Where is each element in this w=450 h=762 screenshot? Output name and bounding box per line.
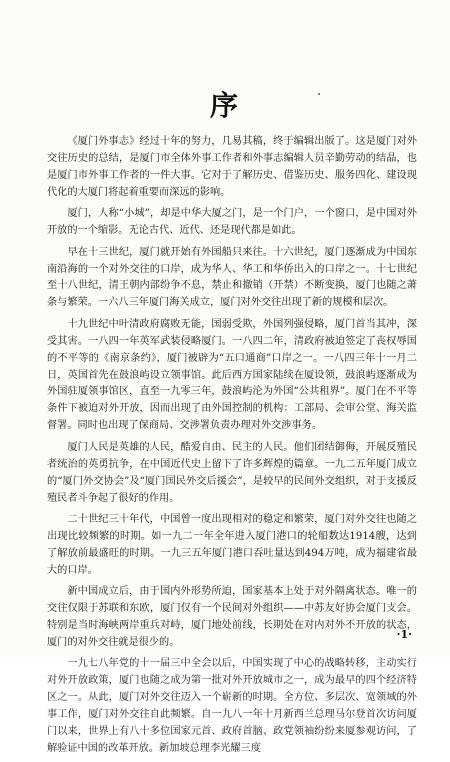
page-title: 序: [209, 89, 240, 122]
paragraph-1: 《厦门外事志》经过十年的努力，几易其稿，终于编辑出版了。这是厦门对外交往历史的总结，是厦门市全体外事工作者和外事志编辑人员辛勤劳动的结晶，也是厦门市外事工作者的一件大事。它对于了解历史、借鉴历史、服务四化、建设现代化的大厦门将起着重要而深远的影响。: [47, 136, 417, 198]
page-number: ·1·: [396, 628, 412, 641]
paragraph-3: 早在十三世纪，厦门就开始有外国船只来往。十六世纪，厦门逐渐成为中国东南沿海的一个对外交往的口岸，成为华人、华工和华侨出入的口岸之一。十七世纪至十八世纪，清王朝内部纷争不息，禁止和撤销（开禁）不断变换，厦门也随之萧条与繁荣。一六八三年厦门海关成立，厦门对外交往出现了新的规模和层次。: [47, 246, 417, 309]
paragraph-7: 新中国成立后，由于国内外形势所迫，国家基本上处于对外隔离状态。唯一的交往仅限于苏联和东欧，厦门仅有一个民间对外组织——中苏友好协会厦门支会。特别是当时海峡两岸重兵对峙，厦门地处前线，长期处在对内对外不开放的状态，厦门的对外交往就是很少的。: [47, 586, 417, 648]
paragraph-4: 十九世纪中叶清政府腐败无能，国弱受欺，外国列强侵略，厦门首当其冲，深受其害。一八四一年英军武装侵略厦门。一八四二年，清政府被迫签定了丧权辱国的不平等的《南京条约》，厦门被辟为“五口通商”口岸之一。一八四三年十一月二日，英国首先在鼓浪屿设立领事馆。此后西方国家陆续在厦设领，鼓浪屿逐渐成为外国驻厦领事馆区，直至一九零三年，鼓浪屿沦为外国“公共租界”。厦门在不平等条件下被迫对外开放，因而出现了由外国控制的机构：工部局、会审公堂、海关监督署。同时也出现了保商局、交涉署负责办理对外交涉事务。: [47, 318, 417, 432]
paragraph-6: 二十世纪三十年代，中国曾一度出现相对的稳定和繁荣，厦门对外交往也随之出现比较频繁的时期。如一九二一年全年进入厦门港口的轮船数达1914艘，达到了解放前最盛旺的时期。一九三五年厦门港口吞吐量达到494万吨，成为福建省最大的口岸。: [47, 514, 417, 576]
paragraph-2: 厦门，人称“小城”，却是中华大厦之门，是一个门户，一个窗口，是中国对外开放的一个缩影。无论古代、近代、还是现代都是如此。: [47, 208, 417, 237]
preface-body: [47, 134, 417, 762]
paragraph-8: 一九七八年党的十一届三中全会以后，中国实现了中心的战略转移，主动实行对外开放政策，厦门也随之成为第一批对外开放城市之一，成为最早的四个经济特区之一。从此，厦门对外交往迈入一个崭新的时期。全方位、多层次、宽领域的外事工作，厦门对外交往自此频繁。自一九八一年十月新西兰总理马尔登首次访问厦门以来，世界上有八十多位国家元首、政府首脑、政党领袖纷纷来厦参观访问，了解验证中国的改革开放。新加坡总理李光耀三度: [47, 658, 417, 754]
paragraph-5: 厦门人民是英雄的人民，酷爱自由、民主的人民。他们团结御侮，开展反殖民者统治的英勇抗争，在中国近代史上留下了许多辉煌的篇章。一九二五年厦门成立的“厦门外交协会”及“厦门国民外交后援会”，是较早的民间外交组织，对于支援反殖民者斗争起了很好的作用。: [47, 441, 417, 504]
